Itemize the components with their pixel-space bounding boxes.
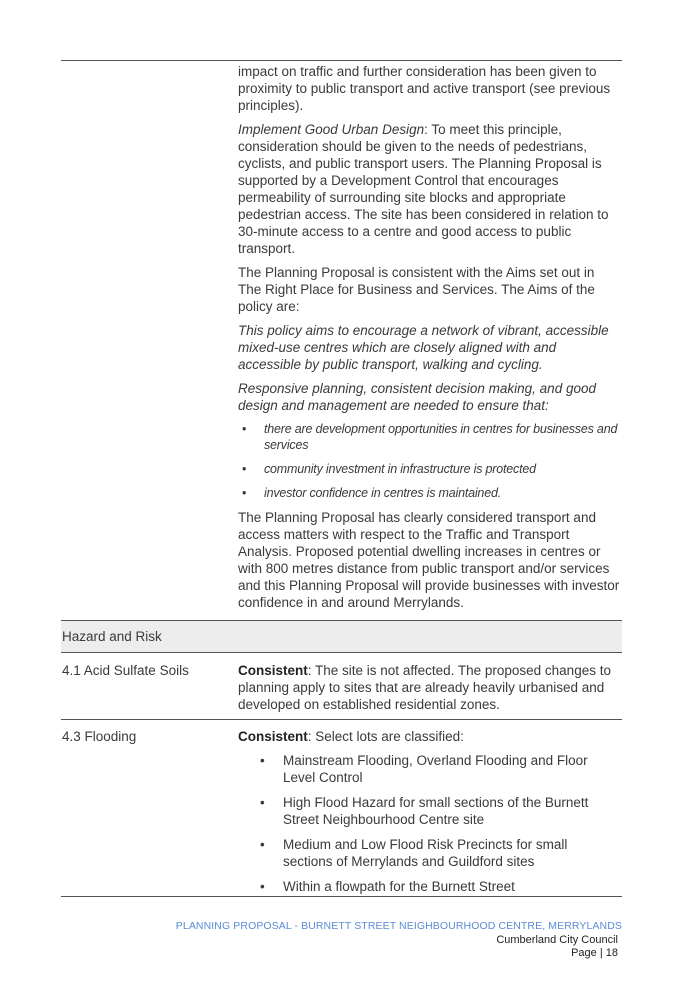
section-header-row — [61, 621, 622, 653]
policy-aim-quote: This policy aims to encourage a network of vibrant, accessible mixed-use centres which are closely aligned with and accessible by public transport, walking and cycling. — [238, 323, 609, 372]
page-footer — [176, 920, 622, 961]
list-item: • investor confidence in centres is maintained. — [242, 486, 501, 500]
paragraph: The Planning Proposal has clearly considered transport and access matters with respect to the Traffic and Transport Analysis. Proposed potential dwelling increases in centres or with 800 metres distance from public transport and/or services and this Planning Proposal will provide businesses with investor confidence in and around Merrylands. — [238, 510, 620, 610]
paragraph-good-urban-design — [238, 121, 620, 257]
table-row-acid-sulfate — [61, 653, 622, 720]
bullet-icon: • — [260, 879, 265, 894]
bullet-icon: • — [260, 753, 265, 768]
list-item: • Medium and Low Flood Risk Precincts for small sections of Merrylands and Guildford sites — [260, 837, 568, 869]
bullet-icon: • — [242, 486, 247, 500]
list-item: • High Flood Hazard for small sections of the Burnett Street Neighbourhood Centre site — [260, 795, 589, 827]
table-row-flooding — [61, 720, 622, 897]
principle-text: : To meet this principle, consideration should be given to the needs of pedestrians, cyclists, and public transport users. The Planning Proposal is supported by a Development Control that encourages permeability of surrounding site blocks and appropriate pedestrian access. The site has been considered in relation to 30-minute access to a centre and good access to public transport. — [238, 122, 609, 256]
row-content — [238, 61, 622, 620]
page-number: Page | 18 — [571, 947, 618, 959]
document-title: PLANNING PROPOSAL - BURNETT STREET NEIGHBOURHOOD CENTRE, MERRYLANDS — [175, 920, 622, 932]
table-row-continuation — [61, 61, 622, 621]
paragraph: The Planning Proposal is consistent with the Aims set out in The Right Place for Business and Services. The Aims of the policy are: — [238, 265, 595, 314]
status-label: Consistent — [238, 729, 308, 744]
principle-name: Implement Good Urban Design — [238, 122, 425, 137]
row-label: 4.3 Flooding — [62, 729, 137, 744]
flood-bullet-list — [238, 752, 620, 895]
bullet-icon: • — [242, 462, 247, 476]
row-label: 4.1 Acid Sulfate Soils — [62, 663, 189, 678]
list-item: • there are development opportunities in centres for businesses and services — [242, 422, 618, 452]
aims-bullet-list — [238, 421, 620, 501]
section-title: Hazard and Risk — [62, 629, 162, 644]
bullet-icon: • — [242, 422, 247, 436]
row-label-empty — [61, 61, 238, 620]
organisation-name: Cumberland City Council — [496, 933, 618, 946]
list-item: • community investment in infrastructure is protected — [242, 462, 536, 476]
row-content: Consistent: The site is not affected. The proposed changes to planning apply to sites that are already heavily urbanised and developed on established residential zones. — [238, 663, 611, 712]
list-item: • Mainstream Flooding, Overland Flooding and Floor Level Control — [260, 753, 588, 785]
bullet-icon: • — [260, 795, 265, 810]
policy-aim-quote: Responsive planning, consistent decision making, and good design and management are needed to ensure that: — [238, 381, 596, 413]
paragraph: impact on traffic and further consideration has been given to proximity to public transport and active transport (see previous principles). — [238, 64, 611, 113]
status-label: Consistent — [238, 663, 308, 678]
bullet-icon: • — [260, 837, 265, 852]
list-item: • Within a flowpath for the Burnett Street — [260, 879, 515, 894]
policy-table — [61, 60, 622, 897]
row-content: Consistent: Select lots are classified: • Mainstream Flooding, Overland Flooding and Floor Level Control • High Flood Hazard for small sections of the Burnett Street Neighbourhood Centre site • Medium and Low Flood Risk Precincts for small sections of Merrylands and Guildford sites • Within a flowpath for the Burnett Street — [238, 720, 622, 896]
